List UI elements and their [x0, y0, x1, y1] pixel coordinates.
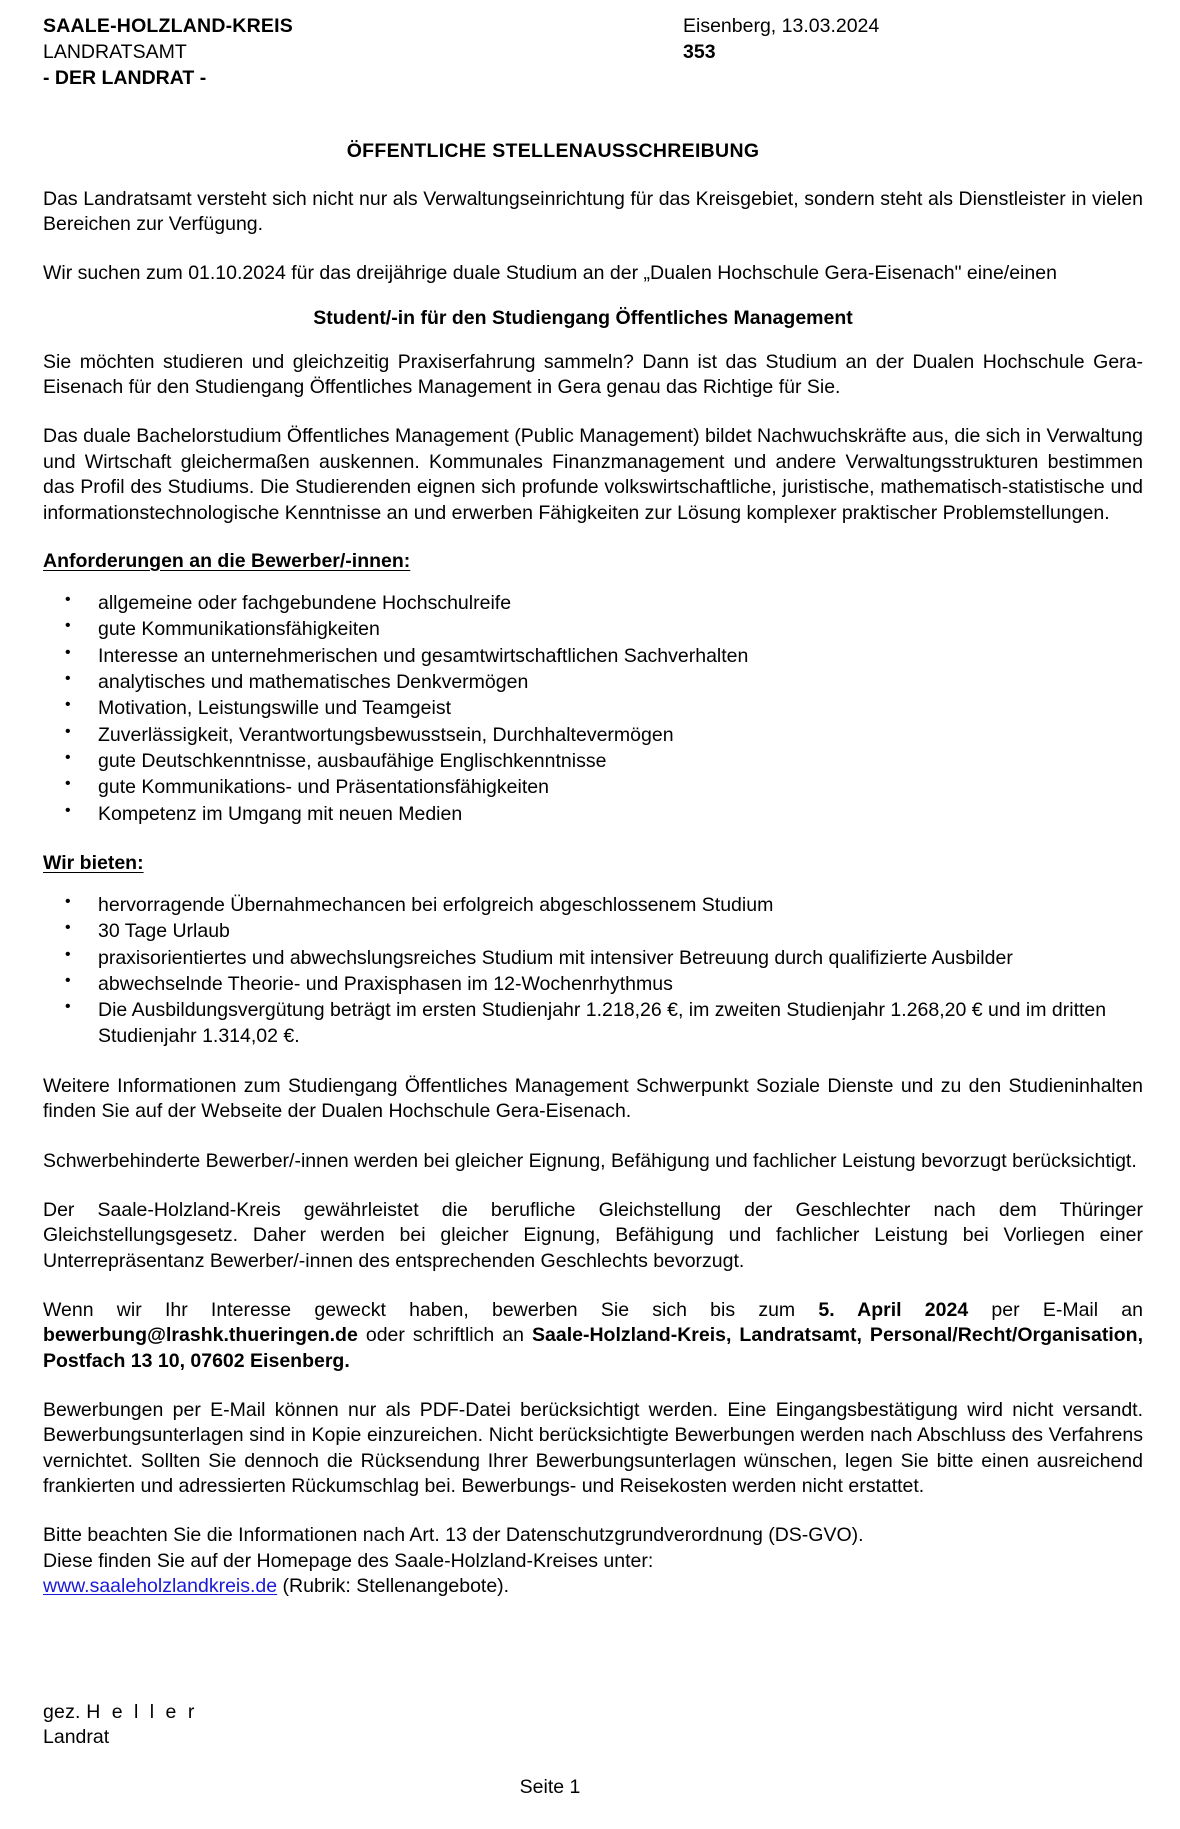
- list-item: • analytisches und mathematisches Denkvermögen: [43, 670, 1143, 695]
- equality-notice: Der Saale-Holzland-Kreis gewährleistet die berufliche Gleichstellung der Geschlechter nach dem Thüringer Gleichstellungsgesetz. Daher werden bei gleicher Eignung, Befähigung und fachlicher Leistung bei Vorliegen einer Unterrepräsentanz Bewerber/-innen des entsprechenden Geschlechts bevorzugt.: [43, 1199, 1143, 1272]
- place-and-date: Eisenberg, 13.03.2024: [683, 15, 880, 37]
- offers-heading: Wir bieten:: [43, 851, 144, 874]
- list-item: • gute Kommunikations- und Präsentationsfähigkeiten: [43, 775, 1143, 800]
- list-item: • gute Deutschkenntnisse, ausbaufähige Englischkenntnisse: [43, 749, 1143, 774]
- pdf-application-notice: Bewerbungen per E-Mail können nur als PDF-Datei berücksichtigt werden. Eine Eingangsbestätigung wird nicht versandt. Bewerbungsunterlagen sind in Kopie einzureichen. Nicht berücksichtigte Bewerbungen werden nach Abschluss des Verfahrens vernichtet. Sollten Sie dennoch die Rücksendung Ihrer Bewerbungsunterlagen wünschen, legen Sie bitte einen ausreichend frankierten und adressierten Rückumschlag bei. Bewerbungs- und Reisekosten werden nicht erstattet.: [43, 1399, 1143, 1498]
- list-item: • gute Kommunikationsfähigkeiten: [43, 617, 1143, 642]
- signature-name: H e l l e r: [86, 1700, 198, 1723]
- privacy-notice-line-1: Bitte beachten Sie die Informationen nach Art. 13 der Datenschutzgrundverordnung (DS-GVO).: [43, 1524, 864, 1547]
- organization-name: SAALE-HOLZLAND-KREIS: [43, 15, 293, 37]
- offers-list: [43, 893, 1143, 1049]
- organization-role: - DER LANDRAT -: [43, 66, 207, 89]
- list-item: • hervorragende Übernahmechancen bei erfolgreich abgeschlossenem Studium: [43, 893, 1143, 918]
- job-title: Student/-in für den Studiengang Öffentliches Management: [313, 306, 853, 329]
- privacy-link-suffix: (Rubrik: Stellenangebote).: [277, 1575, 510, 1598]
- letterhead-meta: [683, 14, 1143, 66]
- disabled-applicants-notice: Schwerbehinderte Bewerber/-innen werden bei gleicher Eignung, Befähigung und fachlicher Leistung bevorzugt berücksichtigt.: [43, 1149, 1137, 1172]
- requirements-heading: Anforderungen an die Bewerber/-innen:: [43, 549, 411, 572]
- privacy-notice-line-2: Diese finden Sie auf der Homepage des Saale-Holzland-Kreises unter:: [43, 1549, 654, 1572]
- application-mid-text: per E-Mail an: [968, 1299, 1143, 1322]
- list-item: • Zuverlässigkeit, Verantwortungsbewusstsein, Durchhaltevermögen: [43, 723, 1143, 748]
- letterhead: [43, 14, 1143, 92]
- file-number: 353: [683, 40, 716, 63]
- list-item: • allgemeine oder fachgebundene Hochschulreife: [43, 591, 1143, 616]
- page-footer: [0, 1776, 1180, 1799]
- privacy-notice-line-3: [43, 1574, 1143, 1599]
- intro-paragraph-3: Sie möchten studieren und gleichzeitig Praxiserfahrung sammeln? Dann ist das Studium an der Dualen Hochschule Gera-Eisenach für den Studiengang Öffentliches Management in Gera genau das Richtige für Sie.: [43, 350, 1143, 399]
- signature-prefix: gez.: [43, 1700, 81, 1723]
- page-number-label: Seite 1: [519, 1776, 581, 1798]
- application-or-text: oder schriftlich an: [357, 1324, 532, 1347]
- intro-paragraph-2: Wir suchen zum 01.10.2024 für das dreijährige duale Studium an der „Dualen Hochschule Gera-Eisenach" eine/einen: [43, 262, 1057, 285]
- list-item: • abwechselnde Theorie- und Praxisphasen im 12-Wochenrhythmus: [43, 972, 1143, 997]
- letterhead-organization: [43, 14, 683, 92]
- intro-paragraph-1: Das Landratsamt versteht sich nicht nur als Verwaltungseinrichtung für das Kreisgebiet, sondern steht als Dienstleister in vielen Bereichen zur Verfügung.: [43, 187, 1143, 236]
- list-item: • 30 Tage Urlaub: [43, 919, 1143, 944]
- application-deadline: 5. April 2024: [818, 1299, 969, 1322]
- list-item: • praxisorientiertes und abwechslungsreiches Studium mit intensiver Betreuung durch qualifizierte Ausbilder: [43, 946, 1143, 971]
- page-title: ÖFFENTLICHE STELLENAUSSCHREIBUNG: [346, 139, 760, 162]
- application-email: bewerbung@lrashk.thueringen.de: [43, 1324, 358, 1347]
- list-item: • Die Ausbildungsvergütung beträgt im ersten Studienjahr 1.218,26 €, im zweiten Studienjahr 1.268,20 € und im dritten Studienjahr 1.314,02 €.: [43, 998, 1143, 1049]
- intro-paragraph-4: Das duale Bachelorstudium Öffentliches Management (Public Management) bildet Nachwuchskräfte aus, die sich in Verwaltung und Wirtschaft gleichermaßen auskennen. Kommunales Finanzmanagement und andere Verwaltungsstrukturen bestimmen das Profil des Studiums. Die Studierenden eignen sich profunde volkswirtschaftliche, juristische, mathematisch-statistische und informationstechnologische Kenntnisse an und erwerben Fähigkeiten zur Lösung komplexer praktischer Problemstellungen.: [43, 425, 1143, 524]
- requirements-list: [43, 591, 1143, 827]
- application-lead-text: Wenn wir Ihr Interesse geweckt haben, bewerben Sie sich bis zum: [43, 1299, 819, 1322]
- privacy-website-link[interactable]: www.saaleholzlandkreis.de: [43, 1575, 278, 1598]
- list-item: • Motivation, Leistungswille und Teamgeist: [43, 696, 1143, 721]
- signature-role: Landrat: [43, 1726, 110, 1749]
- organization-department: LANDRATSAMT: [43, 40, 187, 63]
- list-item: • Kompetenz im Umgang mit neuen Medien: [43, 802, 1143, 827]
- application-postal-address: Saale-Holzland-Kreis, Landratsamt, Personal/Recht/Organisation, Postfach 13 10, 07602 Eisenberg.: [43, 1324, 1143, 1372]
- more-information-paragraph: Weitere Informationen zum Studiengang Öffentliches Management Schwerpunkt Soziale Dienste und zu den Studieninhalten finden Sie auf der Webseite der Dualen Hochschule Gera-Eisenach.: [43, 1075, 1143, 1123]
- list-item: • Interesse an unternehmerischen und gesamtwirtschaftlichen Sachverhalten: [43, 644, 1143, 669]
- application-instructions: [43, 1298, 1143, 1374]
- document-content: [37, 14, 1143, 1751]
- signature-block: [43, 1700, 1143, 1751]
- signature-name-line: [43, 1700, 1143, 1726]
